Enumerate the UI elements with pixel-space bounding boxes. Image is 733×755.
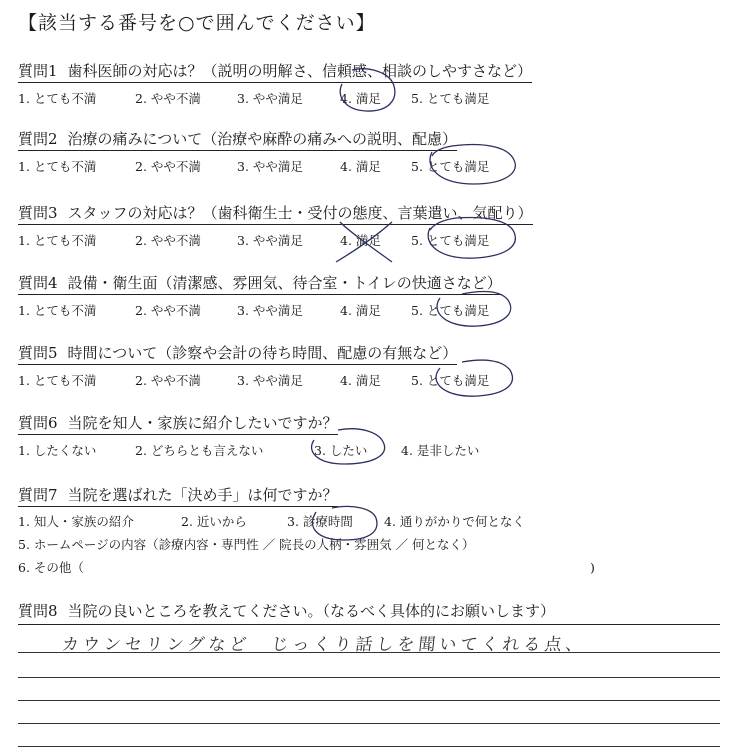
option-1[interactable]: 1. とても不満 — [18, 159, 97, 174]
question-number: 質問7 — [18, 486, 58, 504]
option-5[interactable]: 5. とても満足 — [411, 233, 490, 248]
option-1[interactable]: 1. とても不満 — [18, 233, 97, 248]
option-2[interactable]: 2. やや不満 — [135, 233, 201, 248]
option-5[interactable]: 5. とても満足 — [411, 303, 490, 318]
option-6[interactable]: 6. その他（ — [18, 560, 84, 575]
question-text: 時間について（診察や会計の待ち時間、配慮の有無など） — [67, 344, 458, 362]
option-3[interactable]: 3. 診療時間 — [287, 514, 353, 529]
question-text: 当院の良いところを教えてください。（なるべく具体的にお願いします） — [67, 602, 556, 620]
question-number: 質問1 — [18, 62, 58, 80]
option-1[interactable]: 1. とても不満 — [18, 91, 97, 106]
question-text: スタッフの対応は？（歯科衛生士・受付の態度、言葉遣い、気配り） — [67, 204, 533, 222]
option-line-1 — [18, 510, 525, 533]
answer-options — [18, 371, 490, 389]
option-3[interactable]: 3. やや満足 — [237, 91, 303, 106]
option-4[interactable]: 4. 満足 — [340, 233, 381, 248]
question-number: 質問2 — [18, 130, 58, 148]
option-2[interactable]: 2. やや不満 — [135, 159, 201, 174]
option-3[interactable]: 3. やや満足 — [237, 159, 303, 174]
question-title — [18, 342, 457, 365]
answer-options — [18, 89, 532, 107]
option-4[interactable]: 4. 通りがかりで何となく — [384, 514, 525, 529]
question-number: 質問4 — [18, 274, 58, 292]
answer-options — [18, 157, 490, 175]
answer-line — [18, 700, 720, 701]
option-2[interactable]: 2. やや不満 — [135, 91, 201, 106]
answer-line — [18, 746, 720, 747]
option-4[interactable]: 4. 満足 — [340, 159, 381, 174]
question-7 — [18, 484, 595, 579]
answer-line — [18, 723, 720, 724]
instruction-header: 【該当する番号を○で囲んでください】 — [18, 12, 376, 34]
question-text: 治療の痛みについて（治療や麻酔の痛みへの説明、配慮） — [67, 130, 457, 148]
answer-options — [18, 510, 595, 579]
option-2[interactable]: 2. どちらとも言えない — [135, 443, 264, 458]
answer-options — [18, 301, 502, 319]
question-title — [18, 202, 533, 225]
closing-paren: ) — [590, 560, 595, 575]
option-3[interactable]: 3. やや満足 — [237, 233, 303, 248]
question-3 — [18, 202, 533, 249]
question-number: 質問3 — [18, 204, 58, 222]
question-text: 当院を選ばれた「決め手」は何ですか？ — [67, 486, 338, 504]
handwritten-answer[interactable]: カウンセリングなど じっくり話しを聞いてくれる点、 — [60, 635, 588, 655]
option-3[interactable]: 3. やや満足 — [237, 303, 303, 318]
option-2[interactable]: 2. 近いから — [181, 514, 247, 529]
option-line-2 — [18, 533, 475, 556]
question-8-title — [18, 600, 720, 625]
option-5[interactable]: 5. とても満足 — [411, 159, 490, 174]
option-2[interactable]: 2. やや不満 — [135, 303, 201, 318]
question-text: 歯科医師の対応は？（説明の明解さ、信頼感、相談のしやすさなど） — [67, 62, 532, 80]
option-1[interactable]: 1. とても不満 — [18, 303, 97, 318]
option-4[interactable]: 4. 満足 — [340, 303, 381, 318]
question-4 — [18, 272, 502, 319]
answer-options — [18, 231, 533, 249]
question-number: 質問5 — [18, 344, 58, 362]
question-title — [18, 412, 338, 435]
question-6 — [18, 412, 480, 459]
option-1[interactable]: 1. したくない — [18, 443, 97, 458]
question-title — [18, 128, 457, 151]
question-title — [18, 272, 502, 295]
option-3[interactable]: 3. やや満足 — [237, 373, 303, 388]
option-5[interactable]: 5. とても満足 — [411, 373, 490, 388]
option-1[interactable]: 1. 知人・家族の紹介 — [18, 514, 134, 529]
answer-line — [18, 677, 720, 678]
option-line-3 — [18, 556, 595, 579]
question-number: 質問6 — [18, 414, 58, 432]
option-1[interactable]: 1. とても不満 — [18, 373, 97, 388]
option-5[interactable]: 5. ホームページの内容（診療内容・専門性 ／ 院長の人柄・雰囲気 ／ 何となく） — [18, 537, 475, 552]
question-2 — [18, 128, 490, 175]
option-5[interactable]: 5. とても満足 — [411, 91, 490, 106]
option-3[interactable]: 3. したい — [314, 443, 368, 458]
question-title — [18, 484, 338, 507]
option-2[interactable]: 2. やや不満 — [135, 373, 201, 388]
question-text: 当院を知人・家族に紹介したいですか？ — [67, 414, 338, 432]
question-text: 設備・衛生面（清潔感、雰囲気、待合室・トイレの快適さなど） — [67, 274, 502, 292]
question-number: 質問8 — [18, 602, 58, 620]
answer-options — [18, 441, 480, 459]
option-4[interactable]: 4. 満足 — [340, 91, 381, 106]
question-1 — [18, 60, 532, 107]
question-title — [18, 60, 532, 83]
option-4[interactable]: 4. 是非したい — [401, 443, 480, 458]
answer-line — [18, 652, 720, 653]
option-4[interactable]: 4. 満足 — [340, 373, 381, 388]
question-5 — [18, 342, 490, 389]
